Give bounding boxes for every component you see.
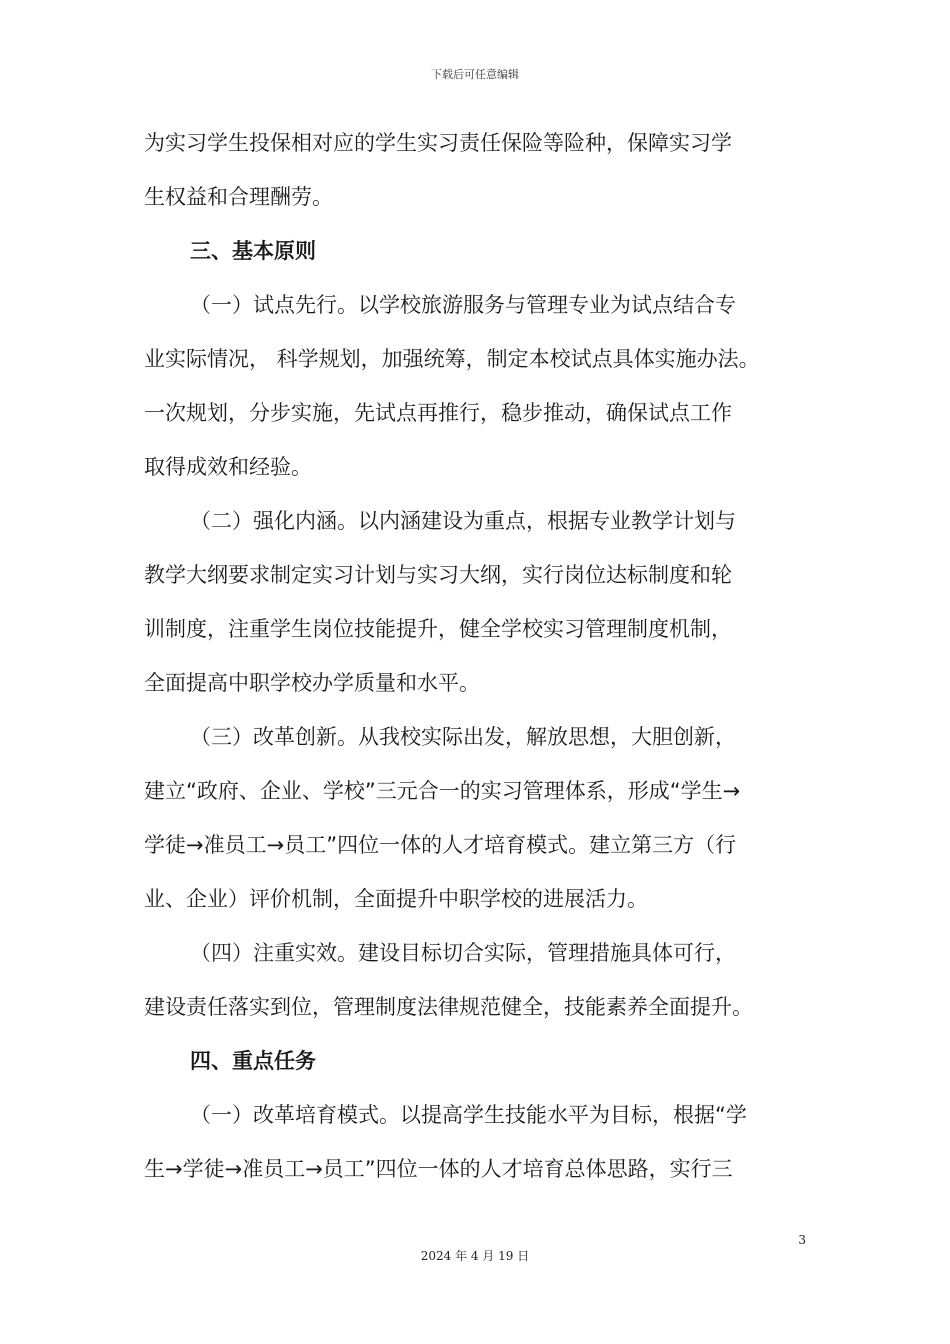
text-line: （三）改革创新。从我校实际出发，解放思想，大胆创新， <box>190 725 736 749</box>
page-header: 下载后可任意编辑 <box>431 68 519 81</box>
section-heading: 四、重点任务 <box>190 1049 316 1073</box>
page-footer-date: 2024 年 4 月 19 日 <box>420 1249 530 1263</box>
text-line: 取得成效和经验。 <box>144 455 312 479</box>
text-line: 业实际情况， 科学规划，加强统筹，制定本校试点具体实施办法。 <box>144 347 760 371</box>
section-heading: 三、基本原则 <box>190 239 316 263</box>
text-line: 教学大纲要求制定实习计划与实习大纲，实行岗位达标制度和轮 <box>144 563 732 587</box>
text-line: 一次规划，分步实施，先试点再推行，稳步推动，确保试点工作 <box>144 401 732 425</box>
document-body <box>144 116 824 1196</box>
text-line: 学徒→准员工→员工”四位一体的人才培育模式。建立第三方（行 <box>144 833 737 857</box>
text-line: （二）强化内涵。以内涵建设为重点，根据专业教学计划与 <box>190 509 736 533</box>
text-line: 生→学徒→准员工→员工”四位一体的人才培育总体思路，实行三 <box>144 1157 733 1181</box>
text-line: （一）试点先行。以学校旅游服务与管理专业为试点结合专 <box>190 293 736 317</box>
text-line: 训制度，注重学生岗位技能提升，健全学校实习管理制度机制， <box>144 617 732 641</box>
text-line: （四）注重实效。建设目标切合实际，管理措施具体可行， <box>190 941 736 965</box>
text-line: 建设责任落实到位，管理制度法律规范健全，技能素养全面提升。 <box>144 995 753 1019</box>
text-line: 全面提高中职学校办学质量和水平。 <box>144 671 480 695</box>
text-line: 生权益和合理酬劳。 <box>144 185 333 209</box>
text-line: 为实习学生投保相对应的学生实习责任保险等险种，保障实习学 <box>144 131 732 155</box>
text-line: 建立“政府、企业、学校”三元合一的实习管理体系，形成“学生→ <box>144 779 741 803</box>
text-line: （一）改革培育模式。以提高学生技能水平为目标，根据“学 <box>190 1103 747 1127</box>
page-number: 3 <box>798 1233 806 1247</box>
text-line: 业、企业）评价机制，全面提升中职学校的进展活力。 <box>144 887 648 911</box>
